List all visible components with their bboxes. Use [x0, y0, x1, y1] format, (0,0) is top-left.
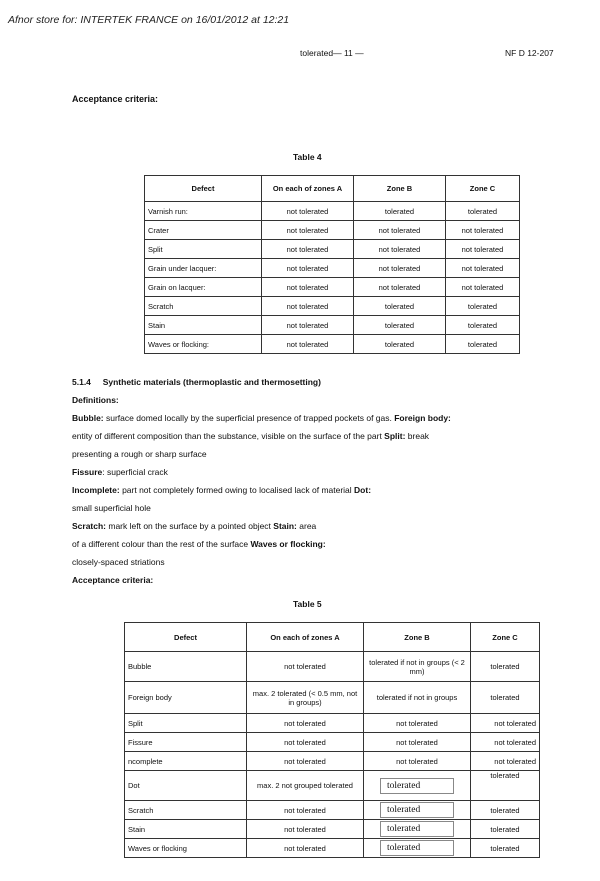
- section-number: 5.1.4: [72, 377, 91, 387]
- table-row: [145, 202, 520, 221]
- cell: tolerated: [446, 316, 520, 335]
- term: Stain:: [273, 521, 297, 531]
- table-row: [125, 714, 540, 733]
- definition-text: : superficial crack: [102, 467, 168, 477]
- cell: tolerated: [446, 297, 520, 316]
- cell: not tolerated: [262, 202, 354, 221]
- cell: not tolerated: [364, 733, 471, 752]
- section-title: Synthetic materials (thermoplastic and thermosetting): [102, 377, 321, 387]
- cell: not tolerated: [471, 733, 540, 752]
- page-number: tolerated— 11 —: [300, 48, 364, 58]
- cell: tolerated: [471, 652, 540, 682]
- definition-text: entity of different composition than the substance, visible on the surface of the part: [72, 431, 385, 441]
- table-row: [145, 259, 520, 278]
- cell: [364, 820, 471, 839]
- definition-text: part not completely formed owing to localised lack of material: [119, 485, 355, 495]
- definition-line: [72, 467, 168, 477]
- cell: not tolerated: [446, 259, 520, 278]
- cell: max. 2 tolerated (< 0.5 mm, not in groups): [247, 682, 364, 714]
- boxed-value: tolerated: [380, 840, 454, 856]
- section-heading: [72, 377, 321, 387]
- definition-line: [72, 485, 371, 495]
- term: Foreign body:: [394, 413, 451, 423]
- definition-line: [72, 413, 451, 423]
- cell: Stain: [125, 820, 247, 839]
- cell: not tolerated: [262, 335, 354, 354]
- cell: not tolerated: [354, 259, 446, 278]
- table-4: [144, 175, 520, 354]
- cell: not tolerated: [262, 278, 354, 297]
- table-4-caption: Table 4: [293, 152, 322, 162]
- term: Waves or flocking:: [250, 539, 326, 549]
- table-row: [125, 752, 540, 771]
- cell: Split: [145, 240, 262, 259]
- cell: not tolerated: [364, 714, 471, 733]
- table-row: [145, 316, 520, 335]
- cell: tolerated: [446, 335, 520, 354]
- col-zone-c: Zone C: [446, 176, 520, 202]
- term: Split:: [384, 431, 406, 441]
- definition-text: surface domed locally by the superficial presence of trapped pockets of gas.: [103, 413, 395, 423]
- col-zone-b: Zone B: [364, 623, 471, 652]
- col-zone-b: Zone B: [354, 176, 446, 202]
- cell: Grain under lacquer:: [145, 259, 262, 278]
- table-header-row: [125, 623, 540, 652]
- term: Scratch:: [72, 521, 107, 531]
- cell: not tolerated: [446, 240, 520, 259]
- cell: Dot: [125, 771, 247, 801]
- cell: not tolerated: [354, 278, 446, 297]
- table-5-caption: Table 5: [293, 599, 322, 609]
- cell: not tolerated: [247, 839, 364, 858]
- cell: tolerated: [471, 801, 540, 820]
- col-zone-c: Zone C: [471, 623, 540, 652]
- cell: not tolerated: [262, 297, 354, 316]
- cell: not tolerated: [247, 820, 364, 839]
- cell: not tolerated: [247, 652, 364, 682]
- cell: Grain on lacquer:: [145, 278, 262, 297]
- term: Dot:: [354, 485, 372, 495]
- cell: tolerated: [354, 202, 446, 221]
- cell: tolerated: [471, 682, 540, 714]
- cell: not tolerated: [247, 714, 364, 733]
- col-zone-a: On each of zones A: [262, 176, 354, 202]
- table-row: [125, 801, 540, 820]
- cell: Varnish run:: [145, 202, 262, 221]
- cell: [364, 839, 471, 858]
- table-row: [145, 297, 520, 316]
- cell: [364, 801, 471, 820]
- cell: tolerated: [471, 820, 540, 839]
- cell: not tolerated: [364, 752, 471, 771]
- acceptance-criteria-heading: Acceptance criteria:: [72, 94, 159, 104]
- table-row: [125, 682, 540, 714]
- cell: not tolerated: [471, 714, 540, 733]
- acceptance-criteria-heading: Acceptance criteria:: [72, 575, 154, 585]
- cell: tolerated if not in groups (< 2 mm): [364, 652, 471, 682]
- cell: not tolerated: [262, 240, 354, 259]
- table-row: [145, 335, 520, 354]
- table-row: [125, 733, 540, 752]
- document-code: NF D 12-207: [505, 48, 554, 58]
- cell: tolerated: [471, 839, 540, 858]
- col-defect: Defect: [125, 623, 247, 652]
- cell: tolerated: [446, 202, 520, 221]
- cell: not tolerated: [247, 752, 364, 771]
- cell: not tolerated: [262, 259, 354, 278]
- cell: tolerated: [471, 771, 540, 801]
- term: Fissure: [72, 467, 103, 477]
- cell: Fissure: [125, 733, 247, 752]
- cell: Scratch: [145, 297, 262, 316]
- cell: not tolerated: [471, 752, 540, 771]
- definition-line: small superficial hole: [72, 503, 151, 513]
- cell: Crater: [145, 221, 262, 240]
- definition-text: mark left on the surface by a pointed object: [106, 521, 274, 531]
- definitions-heading: Definitions:: [72, 395, 119, 405]
- definition-text: area: [296, 521, 317, 531]
- cell: not tolerated: [262, 316, 354, 335]
- cell: Bubble: [125, 652, 247, 682]
- table-header-row: [145, 176, 520, 202]
- cell: not tolerated: [446, 278, 520, 297]
- table-row: [125, 820, 540, 839]
- cell: not tolerated: [354, 221, 446, 240]
- table-5: [124, 622, 540, 858]
- cell: tolerated: [354, 316, 446, 335]
- table-row: [145, 278, 520, 297]
- cell: Foreign body: [125, 682, 247, 714]
- cell: not tolerated: [247, 801, 364, 820]
- definition-line: [72, 431, 429, 441]
- col-zone-a: On each of zones A: [247, 623, 364, 652]
- cell: Waves or flocking: [125, 839, 247, 858]
- cell: not tolerated: [354, 240, 446, 259]
- table-row: [125, 771, 540, 801]
- table-row: [145, 240, 520, 259]
- watermark: Afnor store for: INTERTEK FRANCE on 16/01/2012 at 12:21: [8, 14, 290, 26]
- term: Incomplete:: [72, 485, 120, 495]
- cell: ncomplete: [125, 752, 247, 771]
- cell: not tolerated: [262, 221, 354, 240]
- col-defect: Defect: [145, 176, 262, 202]
- definition-text: of a different colour than the rest of the surface: [72, 539, 251, 549]
- cell: tolerated if not in groups: [364, 682, 471, 714]
- definition-line: presenting a rough or sharp surface: [72, 449, 207, 459]
- boxed-value: tolerated: [380, 778, 454, 794]
- table-row: [125, 839, 540, 858]
- cell: Scratch: [125, 801, 247, 820]
- cell: not tolerated: [446, 221, 520, 240]
- definition-line: closely-spaced striations: [72, 557, 165, 567]
- definition-text: break: [405, 431, 430, 441]
- cell: [364, 771, 471, 801]
- cell: tolerated: [354, 297, 446, 316]
- cell: Waves or flocking:: [145, 335, 262, 354]
- table-row: [125, 652, 540, 682]
- cell: max. 2 not grouped tolerated: [247, 771, 364, 801]
- cell: tolerated: [354, 335, 446, 354]
- boxed-value: tolerated: [380, 821, 454, 837]
- definition-line: [72, 521, 316, 531]
- table-row: [145, 221, 520, 240]
- cell: not tolerated: [247, 733, 364, 752]
- cell: Split: [125, 714, 247, 733]
- term: Bubble:: [72, 413, 104, 423]
- cell: Stain: [145, 316, 262, 335]
- boxed-value: tolerated: [380, 802, 454, 818]
- definition-line: [72, 539, 326, 549]
